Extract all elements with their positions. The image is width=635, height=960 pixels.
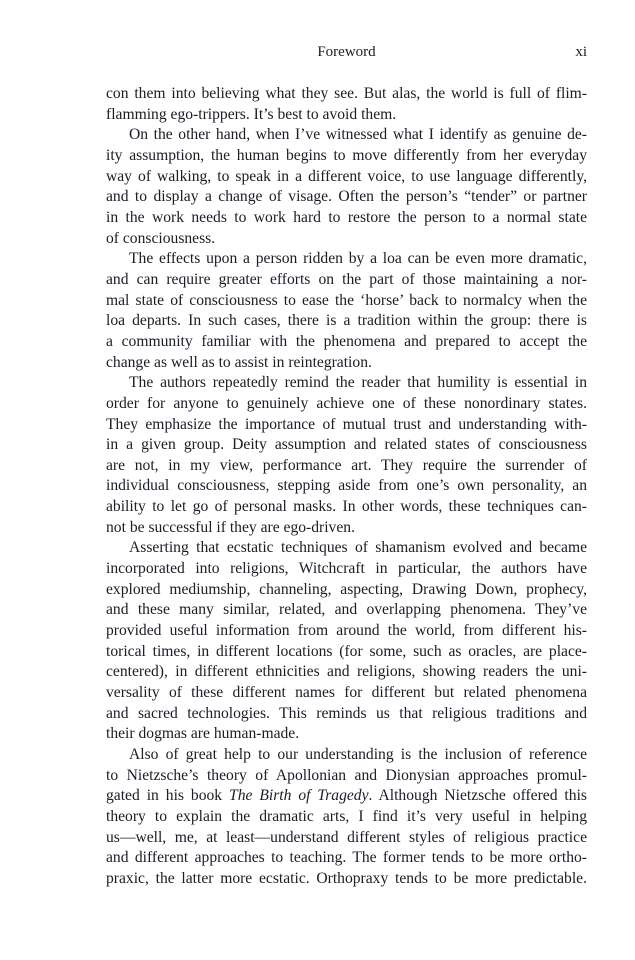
- text-line: their dogmas are human-made.: [106, 725, 300, 743]
- text-line: individual consciousness, stepping aside from one’s own personality, an: [106, 477, 587, 495]
- text-line: in a given group. Deity assumption and related states of consciousness: [106, 436, 587, 454]
- text-line: are not, in my view, performance art. They require the surrender of: [106, 456, 587, 474]
- text-line: and these many similar, related, and overlapping phenomena. They’ve: [106, 601, 587, 619]
- text-line: way of walking, to speak in a different voice, to use language differently,: [106, 167, 587, 185]
- text-line: ability to let go of personal masks. In other words, these techniques can-: [106, 498, 587, 516]
- text-line: ity assumption, the human begins to move differently from her everyday: [106, 146, 587, 164]
- text-line: us—well, me, at least—understand different styles of religious practice: [106, 828, 587, 846]
- text-line: incorporated into religions, Witchcraft in particular, the authors have: [106, 560, 587, 578]
- text-line: in the work needs to work hard to restore the person to a normal state: [106, 208, 587, 226]
- text-before-title: gated in his book: [106, 787, 230, 805]
- text-line: change as well as to assist in reintegration.: [106, 353, 372, 371]
- text-line: con them into believing what they see. But alas, the world is full of flim-: [106, 85, 587, 102]
- text-line: and different approaches to teaching. The former tends to be more ortho-: [106, 849, 587, 867]
- text-line: flamming ego-trippers. It’s best to avoid them.: [106, 105, 397, 123]
- text-line: theory to explain the dramatic arts, I find it’s very useful in helping: [106, 807, 587, 825]
- text-line: praxic, the latter more ecstatic. Orthopraxy tends to be more predictable.: [106, 869, 587, 887]
- text-line: loa departs. In such cases, there is a tradition within the group: there is: [106, 312, 587, 330]
- text-line: and sacred technologies. This reminds us that religious traditions and: [106, 704, 587, 722]
- text-line: and to display a change of visage. Often the person’s “tender” or partner: [106, 188, 587, 206]
- body-text: [106, 84, 587, 890]
- text-line: a community familiar with the phenomena and prepared to accept the: [106, 332, 587, 350]
- running-head: [106, 44, 587, 64]
- text-line: mal state of consciousness to ease the ‘horse’ back to normalcy when the: [106, 291, 587, 309]
- paragraph-first-line: On the other hand, when I’ve witnessed what I identify as genuine de-: [129, 126, 587, 144]
- text-after-title: . Although Nietzsche offered this: [368, 787, 587, 805]
- text-line: of consciousness.: [106, 229, 216, 247]
- text-line: order for anyone to genuinely achieve one of these nonordinary states.: [106, 394, 587, 412]
- text-line: They emphasize the importance of mutual trust and understanding with-: [106, 415, 587, 433]
- chapter-title: Foreword: [317, 44, 376, 60]
- text-line: to Nietzsche’s theory of Apollonian and Dionysian approaches promul-: [106, 766, 587, 784]
- text-line: centered), in different ethnicities and religions, showing readers the uni-: [106, 663, 587, 681]
- book-title: The Birth of Tragedy: [229, 787, 369, 805]
- text-line: versality of these different names for different but related phenomena: [106, 684, 587, 702]
- paragraph-first-line: The effects upon a person ridden by a loa can be even more dramatic,: [129, 250, 587, 268]
- text-line: explored mediumship, channeling, aspecting, Drawing Down, prophecy,: [106, 580, 587, 598]
- text-line-with-title: [106, 786, 587, 807]
- page-number: xi: [575, 44, 587, 60]
- text-line: not be successful if they are ego-driven.: [106, 518, 355, 536]
- text-line: provided useful information from around the world, from different his-: [106, 622, 587, 640]
- text-line: and can require greater efforts on the part of those maintaining a nor-: [106, 270, 587, 288]
- paragraph-first-line: The authors repeatedly remind the reader that humility is essential in: [129, 374, 587, 392]
- text-line: torical times, in different locations (for some, such as oracles, are place-: [106, 642, 587, 660]
- paragraph-first-line: Also of great help to our understanding is the inclusion of reference: [129, 746, 587, 763]
- paragraph-first-line: Asserting that ecstatic techniques of shamanism evolved and became: [129, 539, 587, 557]
